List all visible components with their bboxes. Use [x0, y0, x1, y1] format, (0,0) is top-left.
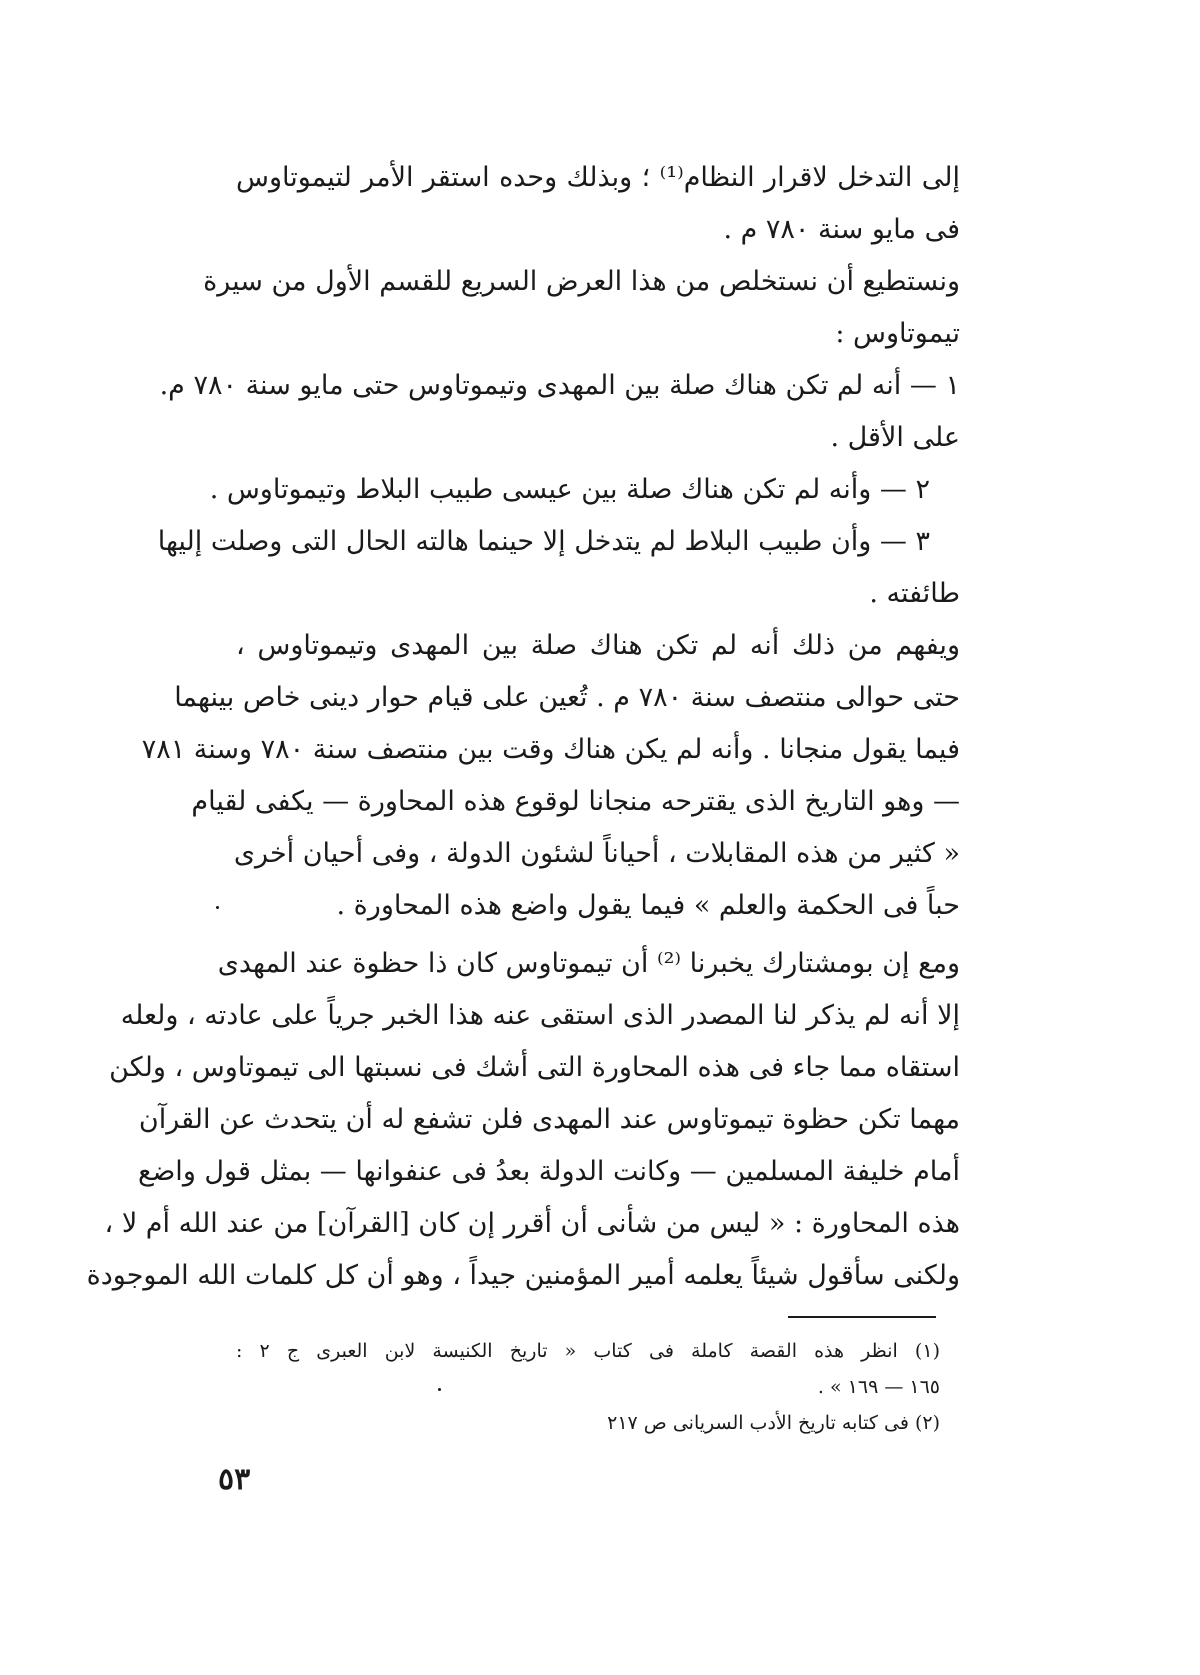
body-line: فيما يقول منجانا . وأنه لم يكن هناك وقت بين منتصف سنة ٧٨٠ وسنة ٧٨١ — [141, 734, 960, 765]
body-line: ومع إن بومشتارك يخبرنا ⁽²⁾ أن تيموتاوس كان ذا حظوة عند المهدى — [217, 948, 960, 979]
scan-speck — [216, 906, 219, 909]
footnote-divider — [788, 1316, 936, 1318]
body-line: تيموتاوس : — [835, 318, 960, 349]
body-line: حباً فى الحكمة والعلم » فيما يقول واضع هذه المحاورة . — [336, 890, 960, 921]
body-line: استقاه مما جاء فى هذه المحاورة التى أشك فى نسبتها الى تيموتاوس ، ولكن — [109, 1052, 960, 1083]
footnote-line: (١) انظر هذه القصة كاملة فى كتاب « تاريخ الكنيسة لابن العبرى ج ٢ : — [236, 1340, 940, 1362]
body-line: ٢ — وأنه لم تكن هناك صلة بين عيسى طبيب البلاط وتيموتاوس . — [209, 474, 930, 505]
body-line: — وهو التاريخ الذى يقترحه منجانا لوقوع هذه المحاورة — يكفى لقيام — [191, 786, 960, 817]
body-line: حتى حوالى منتصف سنة ٧٨٠ م . تُعين على قيام حوار دينى خاص بينهما — [174, 682, 960, 713]
body-line: إلا أنه لم يذكر لنا المصدر الذى استقى عنه هذا الخبر جرياً على عادته ، ولعله — [120, 1000, 960, 1031]
body-line: هذه المحاورة : « ليس من شأنى أن أقرر إن كان [القرآن] من عند الله أم لا ، — [104, 1208, 960, 1239]
body-line: فى مايو سنة ٧٨٠ م . — [723, 214, 960, 245]
scan-speck — [438, 1388, 441, 1391]
body-line: ١ — أنه لم تكن هناك صلة بين المهدى وتيموتاوس حتى مايو سنة ٧٨٠ م. — [159, 370, 960, 401]
footnote-line: ١٦٥ — ١٦٩ » . — [817, 1376, 940, 1398]
body-line: طائفته . — [869, 578, 960, 609]
body-line: ويفهم من ذلك أنه لم تكن هناك صلة بين المهدى وتيموتاوس ، — [236, 630, 960, 661]
body-line: ونستطيع أن نستخلص من هذا العرض السريع للقسم الأول من سيرة — [203, 266, 960, 297]
body-line: ٣ — وأن طبيب البلاط لم يتدخل إلا حينما هالته الحال التى وصلت إليها — [157, 526, 930, 557]
body-line: مهما تكن حظوة تيموتاوس عند المهدى فلن تشفع له أن يتحدث عن القرآن — [138, 1104, 960, 1135]
body-line: إلى التدخل لاقرار النظام⁽¹⁾ ؛ وبذلك وحده استقر الأمر لتيموتاوس — [236, 162, 960, 193]
page-number: ٥٣ — [218, 1462, 251, 1497]
body-line: « كثير من هذه المقابلات ، أحياناً لشئون الدولة ، وفى أحيان أخرى — [233, 838, 960, 869]
footnote-line: (٢) فى كتابه تاريخ الأدب السريانى ص ٢١٧ — [607, 1412, 940, 1434]
body-line: أمام خليفة المسلمين — وكانت الدولة بعدُ فى عنفوانها — بمثل قول واضع — [138, 1156, 960, 1187]
body-line: على الأقل . — [830, 422, 960, 453]
body-line: ولكنى سأقول شيئاً يعلمه أمير المؤمنين جيداً ، وهو أن كل كلمات الله الموجودة — [86, 1260, 960, 1291]
